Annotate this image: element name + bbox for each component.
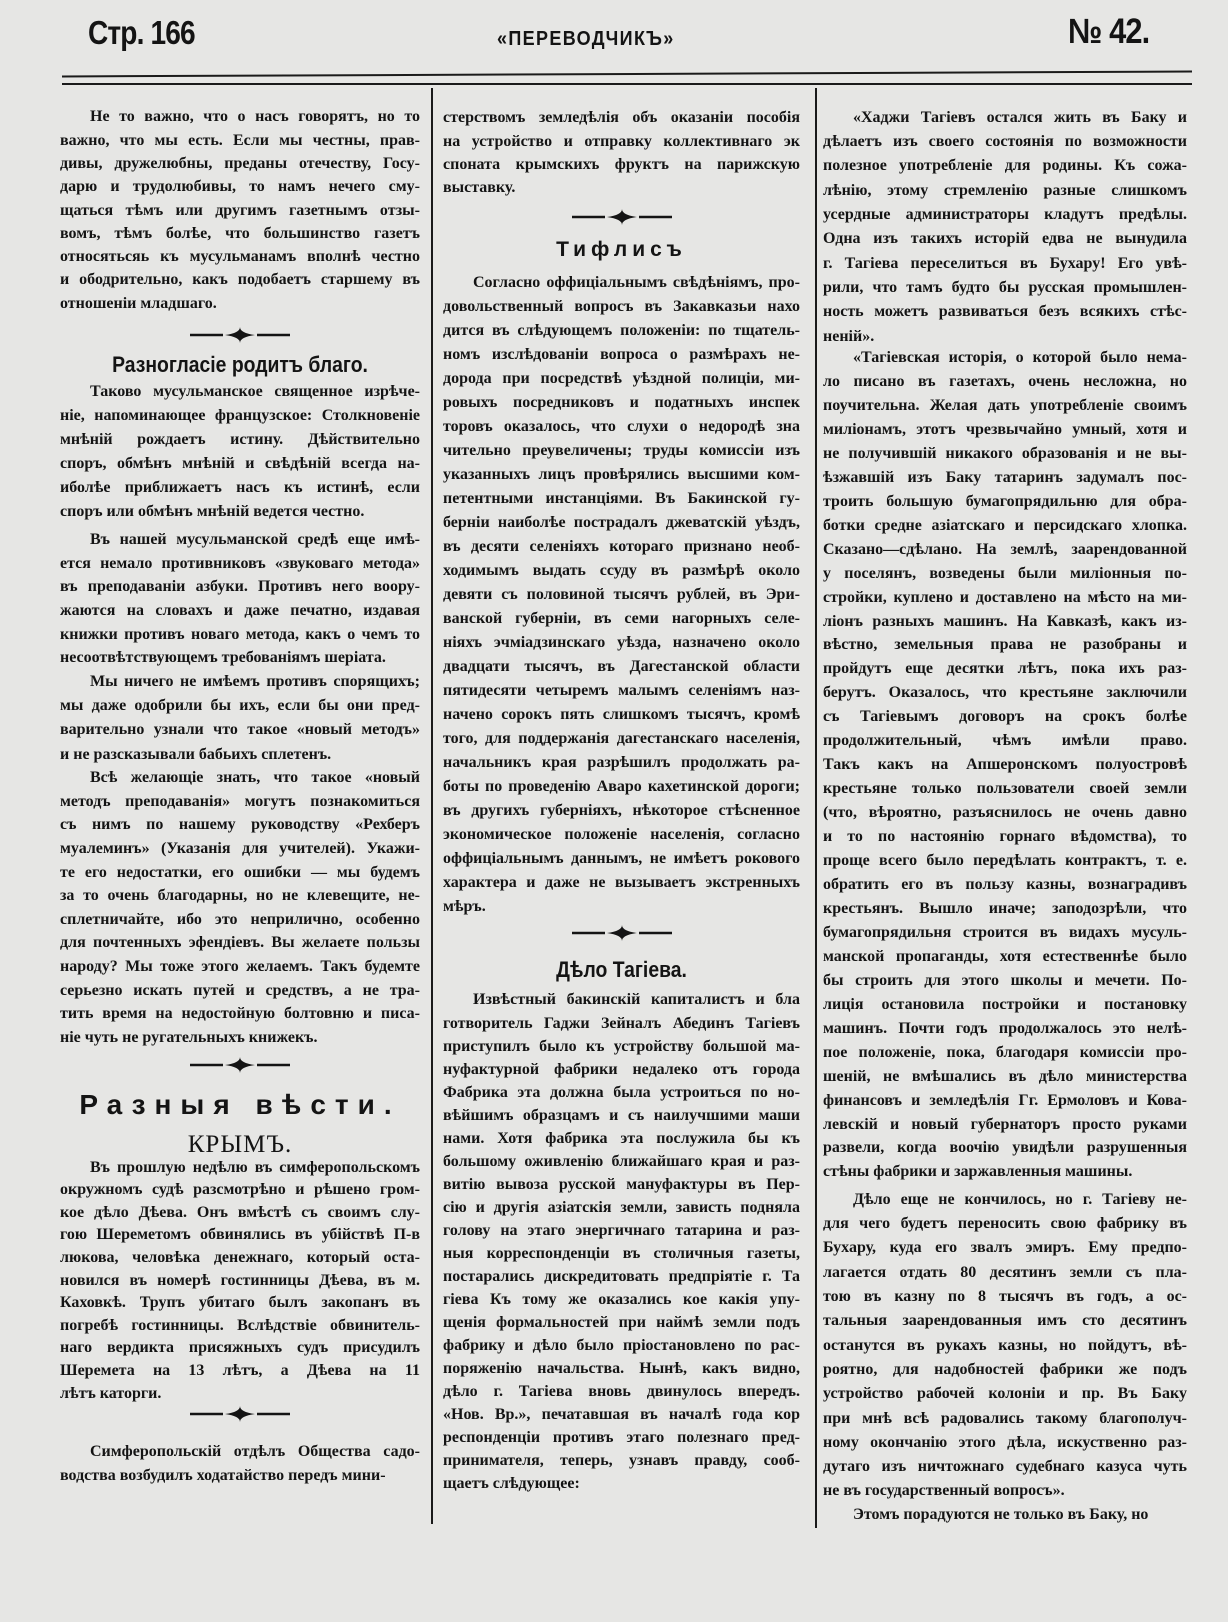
text-line: Этомъ порадуются не только въ Баку, но [853,1506,1149,1523]
text-line: Дѣло еще не кончилось, но г. Тагіеву не- [853,1190,1187,1208]
text-line: для чего будетъ переносить свою фабрику въ [823,1215,1187,1233]
text-line: въ преподаваніи азбуки. Противъ него воору- [60,578,420,596]
text-line: ному окончанію этого дѣла, искуственно раз- [823,1433,1187,1451]
text-line: неній». [823,327,875,345]
text-line: ныя корреспонденціи въ столичныя газеты, [443,1244,800,1262]
text-line: пройдутъ еще десятки лѣтъ, пока ихъ раз- [823,660,1187,678]
text-line: стѣны фабрики и заржавленныя машины. [823,1163,1133,1181]
article-paragraph [823,346,1187,1184]
column-3 [823,0,1187,1622]
text-line: оффиціальнымъ даннымъ, не имѣетъ рокового [443,850,800,867]
text-line: мѣръ. [443,898,486,915]
article-paragraph [823,1503,1187,1527]
text-line: дорода при посредствѣ уѣздной полиціи, ми- [443,370,800,387]
text-line: важно, что мы есть. Если мы честны, прав- [60,131,420,149]
section-heading: Тифлисъ [556,238,687,261]
text-line: жаются на словахъ и даже печатно, издавая [60,601,420,619]
text-line: Въ прошлую недѣлю въ симферопольскомъ [90,1158,420,1176]
text-line: наго вердикта присяжныхъ судъ присудилъ [60,1339,420,1357]
text-line: роятно, для надобностей фабрики же подъ [823,1360,1187,1378]
text-line: респонденціи противъ этаго полезнаго пред- [443,1429,800,1447]
text-line: вѣстно, земельныя права не разобраны и [823,636,1187,654]
text-line: Таково мусульманское священное изрѣче- [90,383,420,400]
text-line: устройство рабочей колоніи и пр. Въ Баку [823,1385,1187,1403]
text-line: «Хаджи Тагіевъ остался жить въ Баку и [853,108,1187,126]
text-line: лѣтъ каторги. [60,1384,162,1402]
text-line: усердные администраторы кладутъ предѣлы. [823,206,1187,224]
text-line: витію вывоза русской мануфактуры въ Пер- [443,1175,800,1193]
text-line: на устройство и отправку коллективнаго эк [443,132,800,150]
text-line: иболѣе приближаетъ насъ къ истинѣ, если [60,479,420,496]
text-line: крестьяне только пользователи своей земли [823,780,1187,798]
text-line: стройки, куплено и доставлено на мѣсто на ми- [823,588,1187,606]
section-heading: Разныя вѣсти. [79,1089,401,1120]
text-line: берніи наиболѣе пострадалъ джеватскій уѣздъ, [443,514,800,531]
section-heading: КРЫМЪ. [187,1131,293,1158]
text-line: мы даже одобрили бы ихъ, если бы они пред- [60,697,420,715]
column-1 [60,0,420,1622]
text-line: Фабрика эта должна была устроиться по но- [443,1083,800,1101]
text-line: народу? Мы тоже этого желаемъ. Такъ будемте [60,957,420,975]
text-line: дутаго изъ ничтожнаго судебнаго казуса чуть [823,1458,1187,1476]
article-paragraph [60,766,420,1049]
text-line: фабрику и дѣло было пріостановлено по рас- [443,1337,800,1355]
section-heading: Разногласіе родитъ благо. [112,352,368,377]
text-line: финансовъ и земледѣлія Гг. Ермоловъ и Кова- [823,1091,1187,1109]
text-line: боты по проведенію Аваро кахетинской дороги; [443,778,800,795]
text-line: ѣзжавшій изъ Баку татаринъ задумалъ пос- [823,468,1187,486]
text-line: и то по настоянію горнаго вѣдомства), то [823,828,1187,846]
section-divider-ornament-icon [443,207,800,227]
text-line: двадцати тысячъ, въ Дагестанской области [443,658,800,675]
text-line: отношеніи младшаго. [60,294,217,312]
text-line: новился въ номерѣ гостинницы Дѣева, въ м. [60,1271,420,1289]
column-2 [443,0,800,1622]
section-divider-ornament-icon [60,1404,420,1424]
text-line: въ десяти селеніяхъ котораго признано необ- [443,538,800,555]
text-line: шеній, не вмѣшались въ дѣло министерства [823,1067,1187,1085]
text-line: вомъ, тѣмъ болѣе, что большинство газетъ [60,224,420,242]
text-line: серьезно искать путей и средствъ, а не тра- [60,981,420,999]
article-paragraph [60,528,420,670]
text-line: гою Шереметомъ обвинялись въ убійствѣ П-в [60,1226,420,1244]
text-line: несоотвѣтствующемъ требованіямъ шеріата. [60,649,386,667]
text-line: ботки средне азіатскаго и персидскаго хлопка. [823,516,1187,534]
text-line: проще всего было передѣлать контрактъ, т. е. [823,852,1187,870]
text-line: за то очень благодарны, но не клевещите, не- [60,887,420,905]
text-line: левскій и новый губернаторъ просто руками [823,1115,1187,1133]
article-paragraph [443,988,800,1495]
text-line: для почтенныхъ эфендіевъ. Вы желаете пользы [60,934,420,952]
text-line: щенія формальностей при наймѣ земли подъ [443,1314,800,1332]
text-line: тою въ казну по 8 тысячъ въ годъ, а ос- [823,1288,1187,1306]
text-line: варительно узнали что такое «новый методъ» [60,721,420,739]
text-line: при мнѣ всѣ радовались такому благополуч- [823,1409,1187,1427]
text-line: обратить его въ пользу казны, вознаградивъ [823,875,1187,893]
text-line: «Тагіевская исторія, о которой было нема- [853,349,1187,367]
text-line: ліонъ разныхъ машинъ. На Кавказѣ, какъ из- [823,612,1187,630]
text-line: Въ нашей мусульманской средѣ еще имѣ- [90,531,420,549]
text-line: номъ изслѣдованіи вопроса о размѣрахъ не- [443,346,800,363]
text-line: дѣло г. Тагіева вновь двинулось впередъ. [443,1383,800,1401]
text-line: полезное употребленіе для родины. Къ сожа- [823,157,1187,175]
text-line: стерствомъ земледѣлія объ оказаніи пособія [443,109,800,127]
text-line: сію и другія азіатскія земли, зависть подняла [443,1198,800,1216]
text-line: муалеминъ» (Указанія для учителей). Укажи- [60,839,420,857]
text-line: бумагопрядильня строится въ видахъ мусуль- [823,923,1187,941]
text-line: дарю и трудолюбивы, то намъ нечего сму- [60,178,420,196]
text-line: пятидесяти четыремъ малымъ селеніямъ наз- [443,682,800,699]
article-paragraph [823,106,1187,349]
text-line: Не то важно, что о насъ говорятъ, но то [90,108,420,126]
text-line: Всѣ желающіе знать, что такое «новый [90,769,420,787]
article-paragraph [60,105,420,315]
column-divider-1 [431,88,433,1524]
text-line: бы строить для этого школы и мечети. По- [823,971,1187,989]
text-line: пое положеніе, пока, благодаря комиссіи про- [823,1043,1187,1061]
text-line: и не разсказывали бабьихъ сплетенъ. [60,745,332,763]
issue-number: № 42. [1068,12,1150,51]
text-line: приступилъ было къ устройству большой ма- [443,1037,800,1055]
text-line: продолжительный, чѣмъ имѣли право. [823,732,1187,750]
text-line: Мы ничего не имѣемъ противъ спорящихъ; [90,672,420,690]
text-line: дивы, дружелюбны, преданы отечеству, Госу- [60,154,420,172]
article-paragraph [60,1440,420,1488]
text-line: девяти съ половиной тысячъ рублей, въ Эри- [443,586,800,603]
text-line: тить время на недостойную болтовню и писа- [60,1005,420,1023]
text-line: выставку. [443,179,516,197]
text-line: готворитель Гаджи Зейналъ Абединъ Тагіевъ [443,1014,800,1032]
text-line: сплетничайте, ибо это неприлично, особенно [60,910,420,928]
text-line: того, для поддержанія дагестанскаго населенія, [443,730,800,747]
text-line: методъ преподаванія» могутъ познакомиться [60,792,420,810]
text-line: споръ или обмѣнъ мнѣній ведется честно. [60,503,365,520]
text-line: «Нов. Вр.», печатавшая въ началѣ года кор [443,1406,800,1424]
text-line: въ другихъ губерніяхъ, нѣкоторое стѣсненное [443,802,800,819]
text-line: съ нимъ по нашему руководству «Рехберъ [60,816,420,834]
text-line: мнѣній рождаетъ истину. Дѣйствительно [60,431,420,448]
text-line: Извѣстный бакинскій капиталистъ и бла [473,991,800,1009]
text-line: лѣнію, этому стремленію разные слишкомъ [823,181,1187,199]
text-line: манской пропаганды, хотя естественнѣе было [823,947,1187,965]
text-line: развели, когда воочію увидѣли разрушенныя [823,1139,1187,1157]
text-line: дѣлаетъ изъ своего состоянія по возможности [823,133,1187,151]
text-line: люкова, человѣка денежнаго, который оста- [60,1249,420,1267]
text-line: г. Тагіева переселиться въ Бухару! Его увѣ- [823,254,1187,272]
text-line: начальникъ края разрѣшилъ продолжать ра- [443,754,800,771]
newspaper-title: «ПЕРЕВОДЧИКЪ» [497,28,675,50]
text-line: лагается отдать 80 десятинъ земли съ пла- [823,1263,1187,1281]
text-line: машинъ. Почти годъ продолжалось это нелѣ- [823,1019,1187,1037]
text-line: ло писано въ газетахъ, очень несложна, но [823,372,1187,390]
article-paragraph [60,1157,420,1406]
section-divider-ornament-icon [443,923,800,943]
text-line: Согласно оффиціальнымъ свѣдѣніямъ, про- [473,274,800,291]
text-line: не въ государственный вопросъ». [823,1482,1065,1500]
text-line: лиція остановила постройки и постановку [823,995,1187,1013]
text-line: тальныя заарендованныя имъ сто десятинъ [823,1312,1187,1330]
text-line: довольственный вопросъ въ Закавказьи нахо [443,298,800,315]
article-paragraph [443,271,800,919]
text-line: ровыхъ посредниковъ и податныхъ инспек [443,394,800,411]
section-divider-ornament-icon [60,325,420,345]
text-line: съ Тагіевымъ договоръ на срокъ болѣе [823,708,1187,726]
text-line: ванской губерніи, въ семи нагорныхъ селе- [443,610,800,627]
text-line: большому оживленію ближайшаго края и раз- [443,1152,800,1170]
text-line: троить большую бумагопрядильню для обра- [823,492,1187,510]
text-line: книжки противъ новаго метода, какъ о чемъ то [60,625,420,643]
text-line: останутся въ рукахъ казны, но пойдутъ, вѣ- [823,1336,1187,1354]
text-line: Шеремета на 13 лѣтъ, а Дѣева на 11 [60,1362,420,1380]
text-line: ніе, напоминающее французское: Столкновеніе [60,407,420,424]
text-line: торовъ оказалось, что слухи о недородѣ зна [443,418,800,435]
text-line: экономическое положеніе населенія, согласно [443,826,800,843]
text-line: начено сорокъ пять слишкомъ тысячъ, кромѣ [443,706,800,723]
column-divider-2 [815,88,817,1528]
text-line: Сказано—сдѣлано. На землѣ, заарендованной [823,540,1187,558]
text-line: нами. Хотя фабрика эта послужила бы къ [443,1129,800,1147]
text-line: относятьсяь къ мусульманамъ вполнѣ честно [60,248,420,266]
text-line: берутъ. Оказалось, что крестьяне заключили [823,684,1187,702]
article-paragraph [60,670,420,767]
text-line: петентными инстанціями. Въ Бакинской гу- [443,490,800,507]
text-line: характера и даже не вызываетъ экстренныхъ [443,874,800,891]
text-line: вѣйшимъ образцамъ и съ наилучшими маши [443,1106,800,1124]
text-line: дится въ слѣдующемъ положеніи: по тщатель- [443,322,800,339]
text-line: споната крымскихъ фруктъ на парижскую [443,155,800,173]
text-line: (что, вѣроятно, разъяснилось не очень давно [823,804,1187,822]
text-line: не получившій никакого образованія и не вы- [823,444,1187,462]
text-line: поучительна. Желая дать употребленіе своимъ [823,396,1187,414]
section-heading: Дѣло Тагіева. [556,957,687,982]
text-line: ется немало противниковъ «звуковаго метода» [60,554,420,572]
text-line: Симферопольскій отдѣлъ Общества садо- [90,1443,420,1460]
section-divider-ornament-icon [60,1055,420,1075]
text-line: принимателя, теперь, узнавъ правду, сооб- [443,1452,800,1470]
article-paragraph [443,106,800,199]
text-line: погребѣ гостинницы. Вслѣдствіе обвинитель- [60,1316,420,1334]
text-line: споръ, обмѣнъ мнѣній и свѣдѣній всегда на- [60,455,420,472]
page-number: Стр. 166 [88,14,195,51]
text-line: и ободрительно, какъ подобаетъ старшему въ [60,271,420,289]
text-line: миліонамъ, этотъ чрезвычайно умный, хотя и [823,420,1187,438]
text-line: Каховкѣ. Трупъ убитаго былъ закопанъ въ [60,1294,420,1312]
text-line: ходимымъ выдать ссуду въ размѣрѣ около [443,562,800,579]
text-line: голову на этаго энергичнаго татарина и раз- [443,1221,800,1239]
text-line: те его недостатки, его ошибки — мы будемъ [60,863,420,881]
text-line: водства возбудилъ ходатайство передъ мини- [60,1467,386,1484]
text-line: щаетъ слѣдующее: [443,1475,580,1493]
text-line: крестьянъ. Вышло иначе; заподозрѣли, что [823,899,1187,917]
text-line: постарались дискредитовать предпріятіе г. Та [443,1268,800,1286]
text-line: щаться тѣмъ или другимъ газетнымъ отзы- [60,201,420,219]
text-line: Такъ какъ на Апшеронскомъ полуостровѣ [823,756,1187,774]
text-line: рили, что тамъ будто бы русская промышлен- [823,278,1187,296]
text-line: указанныхъ лицъ провѣрялись высшими ком- [443,466,800,483]
text-line: Одна изъ такихъ исторій едва не вынудила [823,230,1187,248]
article-paragraph [60,380,420,524]
text-line: ніе чуть не ругательныхъ книжекъ. [60,1028,318,1046]
text-line: ность можетъ развиваться безъ всякихъ стѣс- [823,303,1187,321]
text-line: поряженію начальства. Нынѣ, какъ видно, [443,1360,800,1378]
text-line: Бухару, куда его звалъ эмиръ. Ему предпо- [823,1239,1187,1257]
article-paragraph [823,1188,1187,1504]
text-line: окружномъ судѣ разсмотрѣно и рѣшено гром- [60,1181,420,1199]
text-line: кое дѣло Дѣева. Онъ вмѣстѣ съ своимъ слу- [60,1203,420,1221]
text-line: у поселянъ, возведены были миліонныя по- [823,564,1187,582]
text-line: ніяхъ эчміадзинскаго уѣзда, назначено около [443,634,800,651]
text-line: нуфактурной фабрики недалеко отъ города [443,1060,800,1078]
text-line: гіева Къ тому же оказались кое какія упу- [443,1291,800,1309]
text-line: чительно преувеличены; труды комиссіи изъ [443,442,800,459]
